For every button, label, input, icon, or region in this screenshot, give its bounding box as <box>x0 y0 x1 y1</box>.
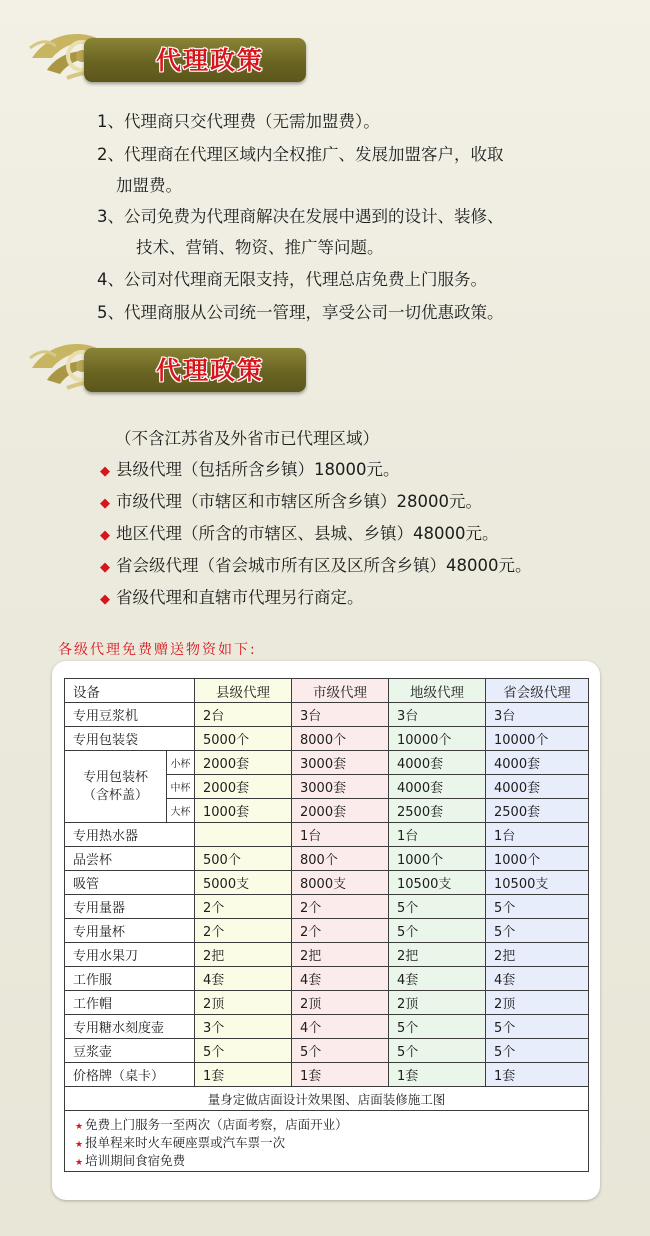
county-value: 2个 <box>195 919 292 943</box>
agent-level-item <box>100 524 499 546</box>
city-value: 3台 <box>292 703 389 727</box>
agent-level-text: 市级代理（市辖区和市辖区所含乡镇）28000元。 <box>116 492 482 511</box>
provincial-value: 1000个 <box>486 847 589 871</box>
policy-item-3-cont: 技术、营销、物资、推广等问题。 <box>136 238 384 257</box>
table-row <box>65 1039 589 1063</box>
table-row <box>65 895 589 919</box>
region-note: （不含江苏省及外省市已代理区域） <box>115 429 379 448</box>
prefecture-value: 5个 <box>389 919 486 943</box>
header-city: 市级代理 <box>292 679 389 703</box>
county-value: 1000套 <box>195 799 292 823</box>
table-row <box>65 823 589 847</box>
city-value: 2个 <box>292 895 389 919</box>
diamond-bullet-icon: ◆ <box>100 528 110 543</box>
table-row <box>65 943 589 967</box>
design-row <box>65 1087 589 1111</box>
county-value: 4套 <box>195 967 292 991</box>
table-row <box>65 847 589 871</box>
note-text: 报单程来时火车硬座票或汽车票一次 <box>85 1135 286 1150</box>
agent-level-text: 省级代理和直辖市代理另行商定。 <box>116 588 364 607</box>
cup-group-label <box>65 751 167 823</box>
star-bullet-icon: ★ <box>75 1140 84 1150</box>
prefecture-value: 1套 <box>389 1063 486 1087</box>
item-name: 专用量杯 <box>65 919 195 943</box>
table-row <box>65 727 589 751</box>
policy-item-4: 4、公司对代理商无限支持，代理总店免费上门服务。 <box>97 270 487 289</box>
item-name: 专用糖水刻度壶 <box>65 1015 195 1039</box>
item-name: 价格牌（桌卡） <box>65 1063 195 1087</box>
note-text: 免费上门服务一至两次（店面考察，店面开业） <box>85 1117 348 1132</box>
prefecture-value: 5个 <box>389 895 486 919</box>
prefecture-value: 4套 <box>389 967 486 991</box>
agent-level-item <box>100 556 532 578</box>
table-row <box>65 703 589 727</box>
provincial-value: 5个 <box>486 895 589 919</box>
city-value: 4个 <box>292 1015 389 1039</box>
city-value: 5个 <box>292 1039 389 1063</box>
diamond-bullet-icon: ◆ <box>100 592 110 607</box>
county-value: 2个 <box>195 895 292 919</box>
diamond-bullet-icon: ◆ <box>100 464 110 479</box>
item-name: 专用热水器 <box>65 823 195 847</box>
prefecture-value: 2500套 <box>389 799 486 823</box>
prefecture-value: 1台 <box>389 823 486 847</box>
item-name: 品尝杯 <box>65 847 195 871</box>
item-name: 专用水果刀 <box>65 943 195 967</box>
cup-group-label-line2: （含杯盖） <box>82 787 148 803</box>
agent-level-item <box>100 588 364 610</box>
policy-item-2-cont: 加盟费。 <box>116 176 182 195</box>
item-name: 吸管 <box>65 871 195 895</box>
cup-group-label-line1: 专用包装杯 <box>82 769 148 785</box>
city-value: 4套 <box>292 967 389 991</box>
prefecture-value: 1000个 <box>389 847 486 871</box>
county-value: 2台 <box>195 703 292 727</box>
prefecture-value: 5个 <box>389 1015 486 1039</box>
diamond-bullet-icon: ◆ <box>100 560 110 575</box>
city-value: 3000套 <box>292 751 389 775</box>
table-row <box>65 751 589 775</box>
city-value: 3000套 <box>292 775 389 799</box>
county-value: 2000套 <box>195 751 292 775</box>
section-title: 代理政策 <box>156 356 265 385</box>
prefecture-value: 2把 <box>389 943 486 967</box>
policy-item-2: 2、代理商在代理区域内全权推广、发展加盟客户，收取 <box>97 145 504 164</box>
prefecture-value: 5个 <box>389 1039 486 1063</box>
header-equipment: 设备 <box>65 679 195 703</box>
design-service: 量身定做店面设计效果图、店面装修施工图 <box>65 1087 589 1111</box>
cup-size: 中杯 <box>167 775 195 799</box>
item-name: 工作帽 <box>65 991 195 1015</box>
table-header-row <box>65 679 589 703</box>
agent-level-text: 地区代理（所含的市辖区、县城、乡镇）48000元。 <box>116 524 499 543</box>
star-bullet-icon: ★ <box>75 1122 84 1132</box>
equipment-table <box>64 678 589 1172</box>
note-item <box>75 1117 588 1135</box>
notes-list <box>65 1111 588 1171</box>
provincial-value: 5个 <box>486 1039 589 1063</box>
provincial-value: 3台 <box>486 703 589 727</box>
item-name: 专用豆浆机 <box>65 703 195 727</box>
prefecture-value: 10000个 <box>389 727 486 751</box>
county-value: 1套 <box>195 1063 292 1087</box>
policy-item-3: 3、公司免费为代理商解决在发展中遇到的设计、装修、 <box>97 207 504 226</box>
provincial-value: 1台 <box>486 823 589 847</box>
city-value: 8000支 <box>292 871 389 895</box>
table-row <box>65 871 589 895</box>
city-value: 2把 <box>292 943 389 967</box>
county-value: 5000个 <box>195 727 292 751</box>
provincial-value: 4套 <box>486 967 589 991</box>
item-name: 专用量器 <box>65 895 195 919</box>
agent-level-text: 省会级代理（省会城市所有区及区所含乡镇）48000元。 <box>116 556 532 575</box>
note-item <box>75 1135 588 1153</box>
county-value: 5个 <box>195 1039 292 1063</box>
table-row <box>65 1063 589 1087</box>
city-value: 800个 <box>292 847 389 871</box>
county-value: 2顶 <box>195 991 292 1015</box>
notes-row <box>65 1111 589 1172</box>
agent-level-item <box>100 492 482 514</box>
county-value: 5000支 <box>195 871 292 895</box>
agent-level-text: 县级代理（包括所含乡镇）18000元。 <box>116 460 400 479</box>
item-name: 专用包装袋 <box>65 727 195 751</box>
section-title: 代理政策 <box>156 46 265 75</box>
cup-size: 大杯 <box>167 799 195 823</box>
item-name: 豆浆壶 <box>65 1039 195 1063</box>
city-value: 8000个 <box>292 727 389 751</box>
provincial-value: 10500支 <box>486 871 589 895</box>
prefecture-value: 2顶 <box>389 991 486 1015</box>
table-row <box>65 991 589 1015</box>
county-value: 2000套 <box>195 775 292 799</box>
note-text: 培训期间食宿免费 <box>85 1153 186 1168</box>
section-badge-2 <box>22 328 272 400</box>
gifts-heading: 各级代理免费赠送物资如下: <box>58 642 257 658</box>
note-item <box>75 1153 588 1171</box>
city-value: 1台 <box>292 823 389 847</box>
provincial-value: 5个 <box>486 919 589 943</box>
city-value: 1套 <box>292 1063 389 1087</box>
item-name: 工作服 <box>65 967 195 991</box>
county-value: 3个 <box>195 1015 292 1039</box>
policy-item-1: 1、代理商只交代理费（无需加盟费）。 <box>97 112 380 131</box>
county-value: 500个 <box>195 847 292 871</box>
star-bullet-icon: ★ <box>75 1158 84 1168</box>
policy-item-5: 5、代理商服从公司统一管理，享受公司一切优惠政策。 <box>97 303 504 322</box>
provincial-value: 1套 <box>486 1063 589 1087</box>
provincial-value: 2把 <box>486 943 589 967</box>
header-county: 县级代理 <box>195 679 292 703</box>
table-row <box>65 967 589 991</box>
provincial-value: 2500套 <box>486 799 589 823</box>
prefecture-value: 4000套 <box>389 751 486 775</box>
section-badge-1 <box>22 18 272 90</box>
cup-size: 小杯 <box>167 751 195 775</box>
provincial-value: 5个 <box>486 1015 589 1039</box>
notes-cell <box>65 1111 589 1172</box>
header-provincial: 省会级代理 <box>486 679 589 703</box>
city-value: 2000套 <box>292 799 389 823</box>
provincial-value: 10000个 <box>486 727 589 751</box>
diamond-bullet-icon: ◆ <box>100 496 110 511</box>
header-prefecture: 地级代理 <box>389 679 486 703</box>
provincial-value: 2顶 <box>486 991 589 1015</box>
city-value: 2顶 <box>292 991 389 1015</box>
provincial-value: 4000套 <box>486 751 589 775</box>
prefecture-value: 10500支 <box>389 871 486 895</box>
agent-level-item <box>100 460 400 482</box>
table-row <box>65 919 589 943</box>
city-value: 2个 <box>292 919 389 943</box>
prefecture-value: 4000套 <box>389 775 486 799</box>
table-row <box>65 1015 589 1039</box>
prefecture-value: 3台 <box>389 703 486 727</box>
provincial-value: 4000套 <box>486 775 589 799</box>
county-value <box>195 823 292 847</box>
county-value: 2把 <box>195 943 292 967</box>
